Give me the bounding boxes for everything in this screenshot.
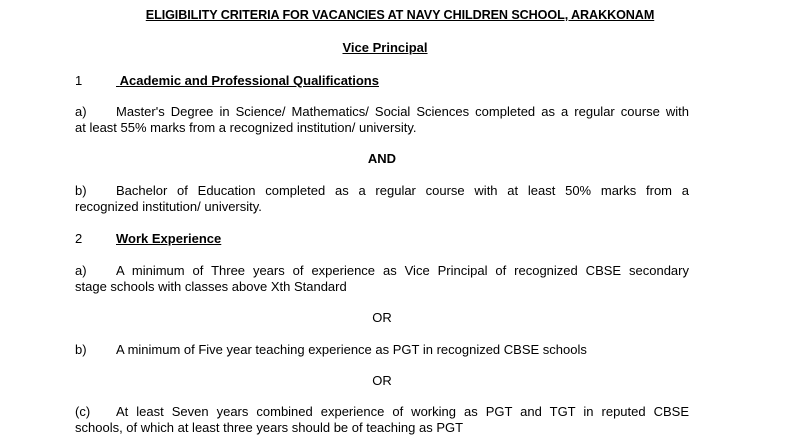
experience-item-a-line2: stage schools with classes above Xth Standard — [75, 279, 347, 294]
and-connector: AND — [367, 151, 397, 166]
section-1-number: 1 — [75, 73, 83, 88]
qualification-item-a-line2: at least 55% marks from a recognized institution/ university. — [75, 120, 417, 135]
item-label: b) — [75, 342, 87, 357]
item-label: a) — [75, 263, 87, 278]
section-2-heading: Work Experience — [116, 231, 222, 246]
or-connector-2: OR — [372, 373, 392, 388]
qualification-item-a — [75, 104, 689, 136]
section-1-heading-text: Academic and Professional Qualifications — [119, 73, 379, 88]
item-label: b) — [75, 183, 87, 198]
experience-item-a-line1: a) A minimum of Three years of experience as Vice Principal of recognized CBSE secondary — [75, 263, 689, 278]
experience-item-c-line2: schools, of which at least three years should be of teaching as PGT — [75, 420, 464, 435]
experience-item-b-line1: b) A minimum of Five year teaching experience as PGT in recognized CBSE schools — [75, 342, 587, 357]
document-title: ELIGIBILITY CRITERIA FOR VACANCIES AT NAVY CHILDREN SCHOOL, ARAKKONAM — [145, 7, 655, 22]
experience-item-c — [75, 404, 689, 436]
section-2-number: 2 — [75, 231, 83, 246]
item-label: a) — [75, 104, 87, 119]
experience-item-b — [75, 342, 689, 358]
experience-item-a — [75, 263, 689, 295]
or-connector-1: OR — [372, 310, 392, 325]
experience-item-c-line1: (c) At least Seven years combined experience of working as PGT and TGT in reputed CBSE — [75, 404, 689, 419]
item-label: (c) — [75, 404, 91, 419]
qualification-item-b — [75, 183, 689, 215]
qualification-item-a-line1: a) Master's Degree in Science/ Mathematics/ Social Sciences completed as a regular course with — [75, 104, 689, 119]
qualification-item-b-line1: b) Bachelor of Education completed as a regular course with at least 50% marks from a — [75, 183, 689, 198]
qualification-item-b-line2: recognized institution/ university. — [75, 199, 262, 214]
section-1-heading — [116, 73, 379, 88]
position-title: Vice Principal — [342, 40, 428, 55]
